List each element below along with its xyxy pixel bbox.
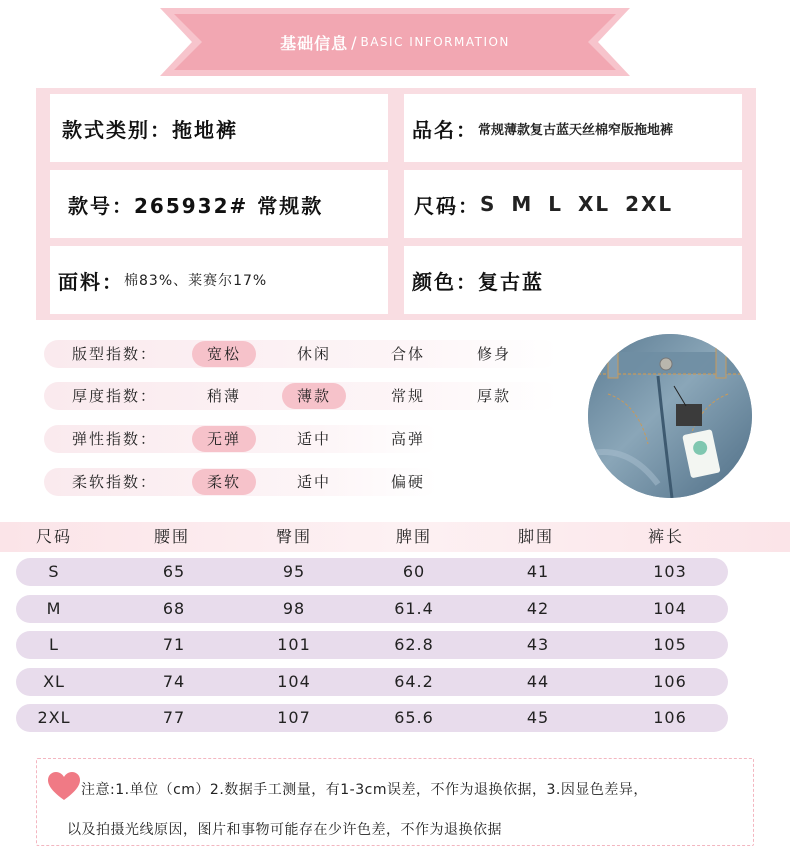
size-row-xl <box>16 668 728 696</box>
style-cell <box>50 94 388 162</box>
banner-title-cn: 基础信息 <box>280 33 349 53</box>
table-cell: 61.4 <box>394 599 434 618</box>
table-cell: 43 <box>526 635 550 654</box>
size-row-2xl <box>16 704 728 732</box>
table-cell: 74 <box>162 672 186 691</box>
index-option: 修身 <box>476 345 511 363</box>
index-row-elasticity <box>44 425 438 453</box>
table-cell: 65 <box>162 562 186 581</box>
name-label: 品名： <box>412 117 478 142</box>
table-cell: 64.2 <box>394 672 434 691</box>
table-cell: 105 <box>653 635 687 654</box>
color-label: 颜色： <box>412 269 478 294</box>
header-size: 尺码 <box>36 527 73 546</box>
header-length: 裤长 <box>648 527 685 546</box>
size-label: 尺码： <box>414 193 480 218</box>
table-cell: 65.6 <box>394 708 434 727</box>
fabric-label: 面料： <box>58 269 124 294</box>
table-cell: 101 <box>277 635 311 654</box>
index-option: 适中 <box>296 473 331 491</box>
banner-separator: / <box>351 32 358 52</box>
index-option: 常规 <box>390 387 425 405</box>
note-line-2: 以及拍摄光线原因，图片和事物可能存在少许色差，不作为退换依据 <box>67 822 502 838</box>
size-row-l <box>16 631 728 659</box>
index-option: 厚款 <box>476 387 511 405</box>
table-cell: L <box>49 635 59 654</box>
table-cell: 98 <box>282 599 306 618</box>
size-row-m <box>16 595 728 623</box>
table-cell: 104 <box>277 672 311 691</box>
index-row-softness <box>44 468 438 496</box>
banner-title <box>160 8 630 76</box>
index-row-thickness <box>44 382 558 410</box>
fabric-value: 棉83%、莱赛尔17% <box>124 273 268 289</box>
code-cell <box>50 170 388 238</box>
index-option: 适中 <box>296 430 331 448</box>
info-panel <box>36 88 756 320</box>
header-waist: 腰围 <box>154 527 191 546</box>
index-label: 版型指数： <box>72 345 158 363</box>
style-value: 拖地裤 <box>172 117 238 142</box>
table-cell: 103 <box>653 562 687 581</box>
index-label: 弹性指数： <box>72 430 158 448</box>
table-cell: XL <box>43 672 65 691</box>
table-cell: 104 <box>653 599 687 618</box>
table-cell: 77 <box>162 708 186 727</box>
code-label: 款号： <box>68 193 134 218</box>
index-option-selected: 无弹 <box>192 426 256 452</box>
index-row-fit <box>44 340 558 368</box>
size-cell <box>404 170 742 238</box>
table-cell: 106 <box>653 708 687 727</box>
color-cell <box>404 246 742 314</box>
table-cell: 71 <box>162 635 186 654</box>
name-value: 常规薄款复古蓝天丝棉窄版拖地裤 <box>478 122 674 138</box>
table-cell: 41 <box>526 562 550 581</box>
table-cell: 68 <box>162 599 186 618</box>
size-table-header <box>0 522 790 552</box>
index-label: 厚度指数： <box>72 387 158 405</box>
table-cell: 2XL <box>37 708 71 727</box>
table-cell: 62.8 <box>394 635 434 654</box>
heart-icon <box>47 771 81 801</box>
index-option-selected: 柔软 <box>192 469 256 495</box>
note-box <box>36 758 754 846</box>
code-value: 265932# 常规款 <box>134 193 324 218</box>
table-cell: 42 <box>526 599 550 618</box>
note-line-1: 注意:1.单位（cm）2.数据手工测量，有1-3cm误差，不作为退换依据，3.因显色差异， <box>81 782 648 798</box>
section-banner <box>160 8 630 76</box>
product-photo <box>588 334 752 498</box>
table-cell: 106 <box>653 672 687 691</box>
name-cell <box>404 94 742 162</box>
index-option: 稍薄 <box>206 387 241 405</box>
table-cell: 45 <box>526 708 550 727</box>
size-row-s <box>16 558 728 586</box>
table-cell: M <box>46 599 62 618</box>
index-option: 合体 <box>390 345 425 363</box>
banner-title-en: BASIC INFORMATION <box>360 35 510 49</box>
index-option: 高弹 <box>390 430 425 448</box>
table-cell: 44 <box>526 672 550 691</box>
table-cell: 107 <box>277 708 311 727</box>
index-label: 柔软指数： <box>72 473 158 491</box>
index-option-selected: 薄款 <box>282 383 346 409</box>
header-hip: 臀围 <box>276 527 313 546</box>
table-cell: 95 <box>282 562 306 581</box>
index-option-selected: 宽松 <box>192 341 256 367</box>
index-option: 偏硬 <box>390 473 425 491</box>
header-thigh: 脾围 <box>396 527 433 546</box>
table-cell: 60 <box>402 562 426 581</box>
color-value: 复古蓝 <box>478 269 544 294</box>
index-option: 休闲 <box>296 345 331 363</box>
size-value: S M L XL 2XL <box>480 192 674 216</box>
jeans-closeup-image <box>588 334 752 498</box>
fabric-cell <box>50 246 388 314</box>
table-cell: S <box>48 562 60 581</box>
header-leg-opening: 脚围 <box>518 527 555 546</box>
style-label: 款式类别： <box>62 117 172 142</box>
